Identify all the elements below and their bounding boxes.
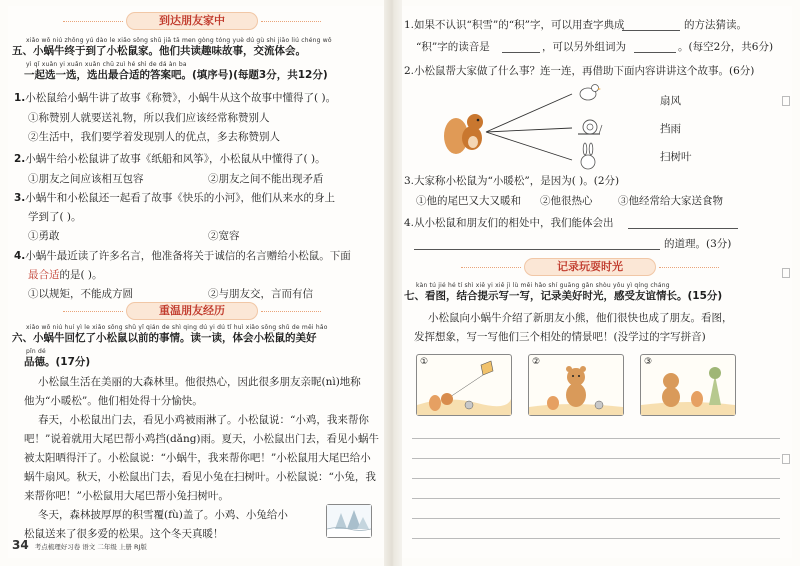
- q5-item-4-stem: 4.小蜗牛最近读了许多名言，他准备将关于诚信的名言赠给小松鼠。下面: [14, 250, 351, 262]
- snowy-trees-icon: [327, 505, 371, 537]
- section-title-arrive: 到达朋友家中: [126, 12, 258, 30]
- footer-book-info: 考点梳理好习卷 语文 二年级 上册 RJ版: [34, 543, 147, 551]
- r1-line-2-end: 。(每空2分，共6分): [678, 41, 774, 53]
- r1-line-1: 1.如果不认识“积雪”的“积”字，可以用查字典成: [404, 19, 625, 31]
- r1-blank-method[interactable]: [622, 30, 680, 31]
- writing-line-2[interactable]: [412, 458, 780, 459]
- q5-item-2-stem: 2.小蜗牛给小松鼠讲了故事《纸船和风筝》，小松鼠从中懂得了( )。: [14, 153, 326, 165]
- r3-line: 3.大家称小松鼠为“小暖松”，是因为( )。(2分): [404, 175, 620, 187]
- picture-2-number: ②: [532, 357, 541, 367]
- section-title-memories: 重温朋友经历: [126, 302, 258, 320]
- story-p3-line-1: 冬天，森林披厚厚的积雪覆(fù)盖了。小鸡、小兔给小: [38, 509, 288, 521]
- left-page: [8, 6, 384, 558]
- picture-3-friends: [640, 354, 736, 416]
- story-p2-line-1: 春天，小松鼠出门去，看见小鸡被雨淋了。小松鼠说：“小鸡，我来帮你: [38, 414, 369, 426]
- r1-line-1-end: 的方法猜读。: [684, 19, 747, 31]
- q5-heading-2: 一起选一选，选出最合适的答案吧。(填序号)(每题3分，共12分): [24, 69, 328, 81]
- r1-blank-pinyin[interactable]: [502, 52, 540, 53]
- q7-prompt-line-1: 小松鼠向小蜗牛介绍了新朋友小熊，他们很快也成了朋友。看图，: [428, 312, 733, 324]
- chick-icon: [580, 85, 601, 101]
- picture-1-number: ①: [420, 357, 429, 367]
- q5-item-1-stem: 1.小松鼠给小蜗牛讲了故事《称赞》，小蜗牛从这个故事中懂得了( )。: [14, 92, 337, 104]
- r1-line-2-mid: ，可以另外组词为: [542, 41, 626, 53]
- side-tab-marker-2: [782, 268, 790, 278]
- connector-line-2[interactable]: [486, 128, 572, 132]
- r4-line: 4.从小松鼠和朋友们的相处中，我们能体会出: [404, 217, 614, 229]
- q5-item-4-option-1[interactable]: ①以规矩，不能成方圆: [28, 288, 133, 300]
- q5-item-4-option-2[interactable]: ②与朋友交，言而有信: [208, 288, 313, 300]
- q5-pinyin-2: yì qǐ xuǎn yi xuǎn xuǎn chū zuì hé shì de dá àn ba: [26, 61, 187, 68]
- squirrel-icon: [444, 114, 483, 154]
- winter-forest-illustration: [326, 504, 372, 538]
- writing-line-4[interactable]: [412, 498, 780, 499]
- connector-line-3[interactable]: [486, 132, 572, 160]
- friends-scene-icon: [641, 355, 735, 415]
- q5-item-2-option-2[interactable]: ②朋友之间不能出现矛盾: [208, 173, 324, 185]
- picture-1-kite: [416, 354, 512, 416]
- matching-diagram: [442, 80, 672, 174]
- story-p1-line-1: 小松鼠生活在美丽的大森林里。他很热心，因此很多朋友亲昵(nì)地称: [38, 376, 361, 388]
- right-page: [402, 6, 792, 558]
- q5-item-3-stem-2: 学到了( )。: [28, 211, 82, 223]
- page-number: 34: [12, 538, 29, 552]
- r2-line: 2.小松鼠帮大家做了什么事？连一连，再借助下面内容讲讲这个故事。(6分): [404, 65, 755, 77]
- story-p2-line-4: 蜗牛扇风。秋天，小松鼠出门去，看见小兔在扫树叶。小松鼠说：“小兔，我: [24, 471, 376, 483]
- story-p2-line-5: 来帮你吧！”小松鼠用大尾巴帮小兔扫树叶。: [24, 490, 229, 502]
- q5-item-1-option-2[interactable]: ②生活中，我们要学着发现别人的优点，多去称赞别人: [28, 131, 280, 143]
- q6-pinyin-2: pǐn dé: [26, 348, 46, 355]
- q5-item-1-option-1[interactable]: ①称赞别人就要送礼物，所以我们应该经常称赞别人: [28, 112, 270, 124]
- kite-scene-icon: [417, 355, 511, 415]
- r3-option-2[interactable]: ②他很热心: [540, 195, 593, 207]
- picture-3-number: ③: [644, 357, 653, 367]
- book-gutter: [384, 0, 402, 566]
- snail-icon: [578, 120, 602, 134]
- story-p1-line-2: 他为“小暖松”。他们相处得十分愉快。: [24, 395, 203, 407]
- q7-heading: 七、看图，结合提示写一写，记录美好时光，感受友谊情长。(15分): [404, 290, 723, 302]
- side-tab-marker-3: [782, 454, 790, 464]
- story-p2-line-2: 吧！”说着就用大尾巴帮小鸡挡(dǎng)雨。夏天，小松鼠出门去，看见小蜗牛: [24, 433, 380, 445]
- emphasis-most-suitable: 最合适: [28, 269, 60, 281]
- q5-pinyin-1: xiǎo wō niú zhōng yú dào le xiǎo sōng shǔ jiā tā men gòng tóng yuè dú gù shi jiāo liú chéng wǒ: [26, 37, 332, 44]
- q5-item-3-stem: 3.小蜗牛和小松鼠还一起看了故事《快乐的小河》，他们从来水的身上: [14, 192, 336, 204]
- story-p3-line-2: 松鼠送来了很多爱的松果。这个冬天真暖！: [24, 528, 224, 540]
- picture-2-bear: [528, 354, 624, 416]
- story-p2-line-3: 被太阳晒得汗了。小松鼠说：“小蜗牛，我来帮你吧！”小松鼠用大尾巴给小: [24, 452, 371, 464]
- q7-pinyin: kàn tú jié hé tí shì xiě yi xiě jì lù měi hǎo shí guāng gǎn shòu yǒu yì qíng cháng: [416, 282, 670, 289]
- section-title-playtime: 记录玩耍时光: [524, 258, 656, 276]
- writing-line-6[interactable]: [412, 538, 780, 539]
- side-tab-marker-1: [782, 96, 790, 106]
- q5-item-2-option-1[interactable]: ①朋友之间应该相互包容: [28, 173, 144, 185]
- r3-option-1[interactable]: ①他的尾巴又大又暖和: [416, 195, 521, 207]
- r4-blank-1[interactable]: [628, 228, 738, 229]
- page-footer: [12, 538, 147, 552]
- q6-heading-2: 品德。(17分): [24, 356, 91, 368]
- connector-line-1[interactable]: [486, 94, 572, 132]
- writing-line-1[interactable]: [412, 438, 780, 439]
- match-choice-shelter[interactable]: 挡雨: [660, 123, 681, 135]
- match-choice-sweep[interactable]: 扫树叶: [660, 151, 692, 163]
- match-choice-fan[interactable]: 扇风: [660, 95, 681, 107]
- rabbit-icon: [581, 143, 595, 169]
- r1-blank-word[interactable]: [634, 52, 676, 53]
- writing-line-3[interactable]: [412, 478, 780, 479]
- q6-pinyin-1: xiǎo wō niú huí yì le xiǎo sōng shǔ yǐ qián de shì qing dú yi dú tǐ huì xiǎo sōng shǔ de měi hǎo: [26, 324, 328, 331]
- r4-blank-2[interactable]: [414, 249, 660, 250]
- r1-line-2: “积”字的读音是: [416, 41, 490, 53]
- q6-heading-1: 六、小蜗牛回忆了小松鼠以前的事情。读一读，体会小松鼠的美好: [12, 332, 317, 344]
- q5-heading-1: 五、小蜗牛终于到了小松鼠家。他们共读趣味故事，交流体会。: [12, 45, 306, 57]
- writing-line-5[interactable]: [412, 518, 780, 519]
- bear-scene-icon: [529, 355, 623, 415]
- q5-item-4-stem-2: 最合适的是( )。: [28, 269, 103, 281]
- q5-item-3-option-1[interactable]: ①勇敢: [28, 230, 60, 242]
- r4-line-end: 的道理。(3分): [664, 238, 732, 250]
- q7-prompt-line-2: 发挥想象，写一写他们三个相处的情景吧！(没学过的字写拼音): [414, 331, 706, 343]
- q5-item-3-option-2[interactable]: ②宽容: [208, 230, 240, 242]
- r3-option-3[interactable]: ③他经常给大家送食物: [618, 195, 723, 207]
